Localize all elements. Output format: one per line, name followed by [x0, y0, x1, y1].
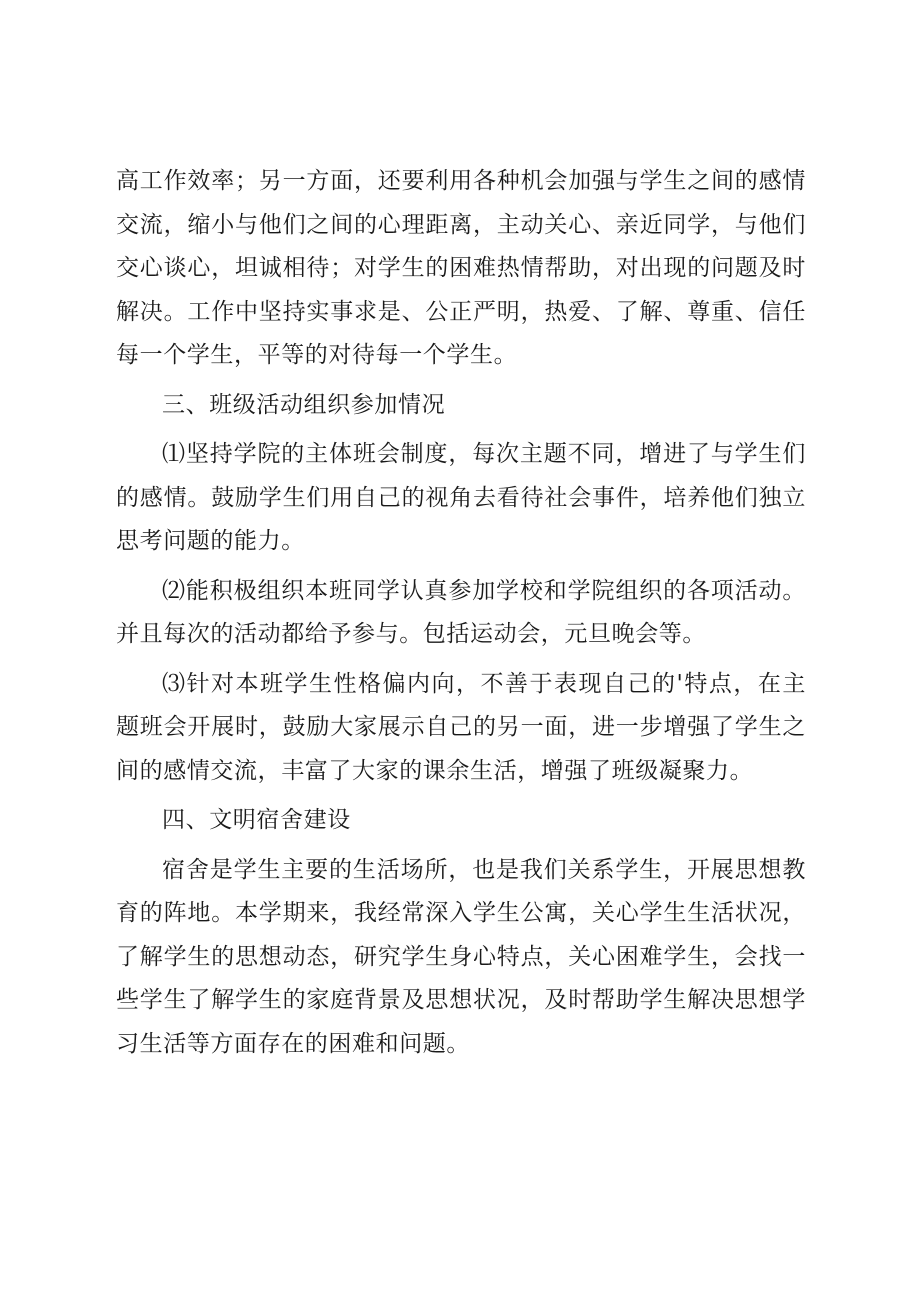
section-heading-class-activities: 三、班级活动组织参加情况	[162, 391, 446, 418]
paragraph-continuation: 高工作效率；另一方面，还要利用各种机会加强与学生之间的感情交流，缩小与他们之间的心理距离，主动关心、亲近同学，与他们交心谈心，坦诚相待；对学生的困难热情帮助，对出现的问题及时解决。工作中坚持实事求是、公正严明，热爱、了解、尊重、信任每一个学生，平等的对待每一个学生。	[116, 168, 806, 368]
paragraph-dormitory: 宿舍是学生主要的生活场所，也是我们关系学生，开展思想教育的阵地。本学期来，我经常深入学生公寓，关心学生生活状况，了解学生的思想动态，研究学生身心特点，关心困难学生，会找一些学生了解学生的家庭背景及思想状况，及时帮助学生解决思想学习生活等方面存在的困难和问题。	[116, 856, 806, 1057]
list-item-organize-activities: ⑵能积极组织本班同学认真参加学校和学院组织的各项活动。并且每次的活动都给予参与。包括运动会，元旦晚会等。	[116, 577, 806, 647]
list-item-class-meeting: ⑴坚持学院的主体班会制度，每次主题不同，增进了与学生们的感情。鼓励学生们用自己的视角去看待社会事件，培养他们独立思考问题的能力。	[116, 441, 806, 554]
document-body	[116, 160, 806, 1066]
list-item-introverted-students: ⑶针对本班学生性格偏内向，不善于表现自己的'特点，在主题班会开展时，鼓励大家展示自己的另一面，进一步增强了学生之间的感情交流，丰富了大家的课余生活，增强了班级凝聚力。	[116, 670, 806, 784]
section-heading-dormitory: 四、文明宿舍建设	[162, 807, 351, 833]
